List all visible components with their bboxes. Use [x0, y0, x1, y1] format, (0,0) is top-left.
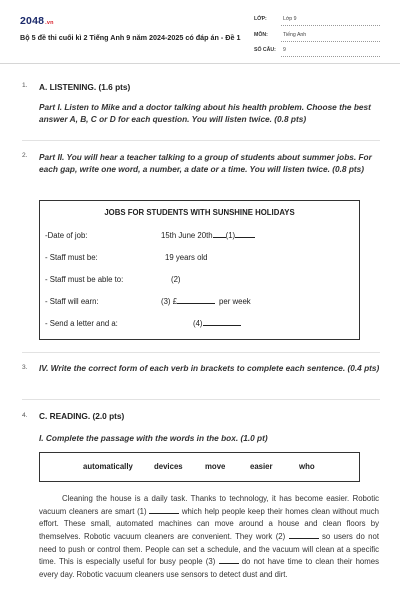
- answer-blank-4[interactable]: [203, 325, 241, 326]
- jobs-info-box: [39, 200, 360, 340]
- question-number-2: 2.: [22, 152, 28, 159]
- class-label: LỚP:: [254, 16, 267, 22]
- q3-instruction: IV. Write the correct form of each verb in brackets to complete each sentence. (0.4 pts): [39, 363, 380, 373]
- logo-suffix: .vn: [45, 20, 54, 26]
- question-number-3: 3.: [22, 364, 28, 371]
- answer-blank-3[interactable]: [177, 303, 215, 304]
- class-row: [254, 14, 380, 26]
- passage-sentence-2: which help people keep their homes clean without much effort. These small, automated machines can move around a house and clean floors by themselves. Robotic vacuum cleaners are convenient. They work (2): [39, 506, 379, 541]
- passage-sentence-4: do not have time to clean their homes every day. Robotic vacuum cleaners use sensors to detect dust and dirt.: [39, 557, 379, 579]
- document-title: Bộ 5 đề thi cuối kì 2 Tiếng Anh 9 năm 2024-2025 có đáp án - Đề 1: [20, 33, 241, 42]
- staff-age-value: 19 years old: [165, 253, 208, 262]
- gap-1-label: (1): [225, 231, 236, 240]
- answer-blank-1[interactable]: [235, 237, 255, 238]
- staff-earn-value: [161, 297, 251, 306]
- blank-line: [213, 237, 226, 238]
- divider: [22, 399, 380, 400]
- subject-row: [254, 30, 380, 42]
- word-option: easier: [250, 462, 273, 471]
- staff-age-label: - Staff must be:: [45, 253, 98, 262]
- gap-4-label: (4): [193, 319, 203, 328]
- class-underline: [281, 25, 380, 26]
- word-option: devices: [154, 462, 183, 471]
- gap-3-label: (3) £: [161, 297, 178, 306]
- class-value: Lớp 9: [283, 16, 297, 22]
- gap-2-label: (2): [171, 275, 181, 284]
- send-letter-value: [193, 319, 241, 328]
- date-label: -Date of job:: [45, 231, 88, 240]
- word-option: automatically: [83, 462, 133, 471]
- passage-sentence-3: so users do not need to push or control them. People can set a schedule, and the vacuum will clean at a specific time. This is especially useful for busy people (3): [39, 531, 380, 567]
- passage-blank-1[interactable]: [149, 513, 179, 514]
- passage-paragraph: [39, 493, 379, 581]
- listening-section-title: A. LISTENING. (1.6 pts): [39, 82, 131, 92]
- q1-instruction: Part I. Listen to Mike and a doctor talking about his health problem. Choose the best answer A, B, C or D for each question. You will listen twice. (0.8 pts): [39, 102, 371, 125]
- document-header: [0, 0, 400, 64]
- q2-instruction: Part II. You will hear a teacher talking to a group of students about summer jobs. For each gap, write one word, a number, a date or a time. You will listen twice. (0.8 pts): [39, 152, 372, 175]
- date-value: [161, 231, 255, 240]
- question-number-1: 1.: [22, 82, 28, 89]
- logo-text: 2048: [20, 15, 45, 27]
- question-number-4: 4.: [22, 412, 28, 419]
- send-letter-label: - Send a letter and a:: [45, 319, 118, 328]
- divider: [22, 352, 380, 353]
- count-value: 9: [283, 47, 286, 53]
- count-underline: [281, 56, 380, 57]
- subject-underline: [281, 41, 380, 42]
- site-logo[interactable]: [20, 15, 54, 27]
- count-label: SỐ CÂU:: [254, 47, 276, 53]
- reading-section-title: C. READING. (2.0 pts): [39, 411, 125, 421]
- staff-earn-label: - Staff will earn:: [45, 297, 99, 306]
- word-option: move: [205, 462, 226, 471]
- count-row: [254, 45, 380, 57]
- passage-sentence-1: Cleaning the house is a daily task. Thanks to technology, it has become easier. Robotic vacuum cleaners are smart (1): [39, 494, 379, 516]
- divider: [22, 140, 380, 141]
- subject-label: MÔN:: [254, 32, 268, 38]
- word-box: [39, 452, 360, 482]
- passage-blank-3[interactable]: [219, 563, 239, 564]
- date-text: 15th June 20th: [161, 231, 213, 240]
- staff-ability-label: - Staff must be able to:: [45, 275, 124, 284]
- reading-passage: [39, 493, 379, 581]
- jobs-box-title: JOBS FOR STUDENTS WITH SUNSHINE HOLIDAYS: [104, 208, 295, 217]
- word-option: who: [299, 462, 315, 471]
- per-week-text: per week: [219, 297, 251, 306]
- q4-instruction: I. Complete the passage with the words in the box. (1.0 pt): [39, 433, 268, 443]
- passage-blank-2[interactable]: [289, 538, 319, 539]
- subject-value: Tiếng Anh: [283, 32, 307, 38]
